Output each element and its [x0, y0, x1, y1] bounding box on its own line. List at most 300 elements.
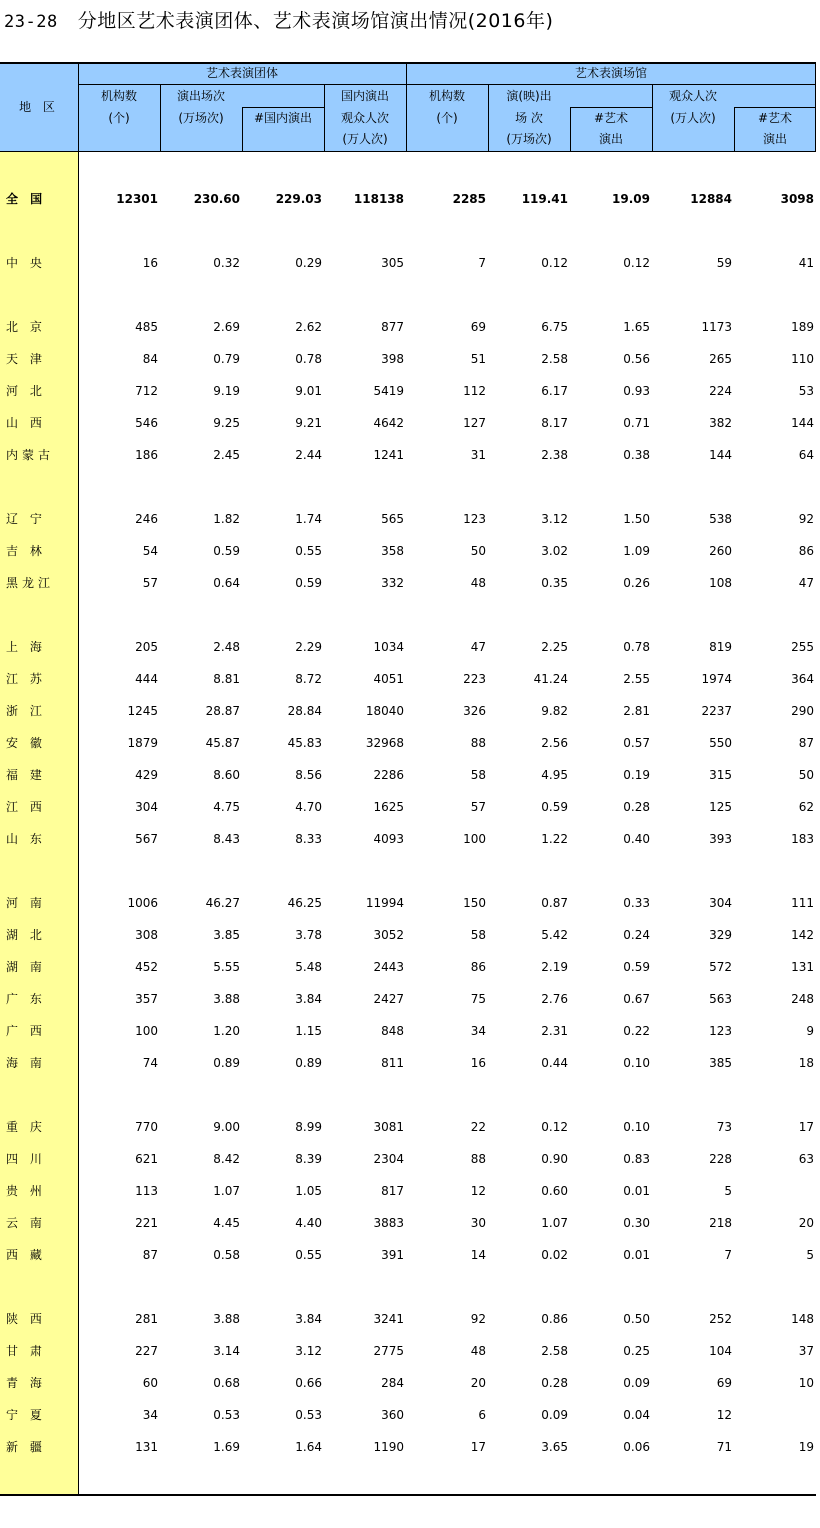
header-domestic-audience: 国内演出	[340, 89, 389, 103]
row-region: 北 京	[6, 320, 46, 334]
row-region: 宁 夏	[6, 1408, 46, 1422]
row-cell: 444	[135, 672, 158, 686]
row-region: 湖 南	[6, 960, 46, 974]
row-cell: 53	[798, 384, 814, 398]
row-cell: 0.10	[623, 1056, 650, 1070]
row-cell: 224	[709, 384, 732, 398]
row-cell: 0.71	[623, 416, 650, 430]
table-row	[0, 317, 820, 337]
row-cell: 304	[709, 896, 732, 910]
row-cell: 0.26	[623, 576, 650, 590]
row-cell: 28.87	[205, 704, 240, 718]
row-cell: 0.78	[623, 640, 650, 654]
row-region: 广 西	[6, 1024, 46, 1038]
table-row	[0, 797, 820, 817]
table-bottom-rule	[0, 1494, 816, 1496]
row-cell: 0.59	[541, 800, 568, 814]
table-row	[0, 765, 820, 785]
row-cell: 73	[716, 1120, 732, 1134]
row-cell: 45.83	[287, 736, 322, 750]
row-cell: 770	[135, 1120, 158, 1134]
row-cell: 37	[798, 1344, 814, 1358]
row-cell: 123	[463, 512, 486, 526]
row-cell: 1.07	[541, 1216, 568, 1230]
row-cell: 360	[381, 1408, 404, 1422]
row-cell: 1.74	[295, 512, 322, 526]
header-region: 地 区	[19, 100, 59, 114]
row-cell: 127	[463, 416, 486, 430]
row-cell: 2.25	[541, 640, 568, 654]
header-venue-art-audience: #艺术	[757, 111, 793, 125]
row-cell: 9.25	[213, 416, 240, 430]
row-cell: 0.86	[541, 1312, 568, 1326]
row-cell: 2.38	[541, 448, 568, 462]
table-row	[0, 733, 820, 753]
table-row	[0, 669, 820, 689]
row-cell: 1.15	[295, 1024, 322, 1038]
row-cell: 550	[709, 736, 732, 750]
row-cell: 485	[135, 320, 158, 334]
row-cell: 57	[142, 576, 158, 590]
header-venue-audience-unit: (万人次)	[670, 111, 716, 125]
table-title-text: 分地区艺术表演团体、艺术表演场馆演出情况(2016年)	[77, 10, 554, 32]
header-venue-shows: 演(映)出	[506, 89, 552, 103]
row-cell: 308	[135, 928, 158, 942]
header-troupe-count: 机构数	[100, 89, 137, 103]
row-cell: 28.84	[287, 704, 322, 718]
row-cell: 364	[791, 672, 814, 686]
row-cell: 12	[716, 1408, 732, 1422]
row-cell: 48	[470, 576, 486, 590]
row-cell: 3.65	[541, 1440, 568, 1454]
row-cell: 144	[791, 416, 814, 430]
row-cell: 4.75	[213, 800, 240, 814]
row-cell: 11994	[365, 896, 404, 910]
row-cell: 123	[709, 1024, 732, 1038]
row-region: 天 津	[6, 352, 46, 366]
row-cell: 2285	[452, 192, 486, 206]
row-cell: 227	[135, 1344, 158, 1358]
row-cell: 9.82	[541, 704, 568, 718]
row-cell: 567	[135, 832, 158, 846]
row-cell: 0.28	[541, 1376, 568, 1390]
row-cell: 41.24	[533, 672, 568, 686]
header-venue-shows-unit: (万场次)	[506, 132, 552, 146]
header-performances-unit: (万场次)	[178, 111, 224, 125]
row-cell: 0.78	[295, 352, 322, 366]
table-row	[0, 1437, 820, 1457]
row-cell: 0.87	[541, 896, 568, 910]
row-cell: 87	[142, 1248, 158, 1262]
table-row	[0, 413, 820, 433]
row-cell: 54	[142, 544, 158, 558]
row-region: 吉 林	[6, 544, 46, 558]
row-cell: 2427	[373, 992, 404, 1006]
row-cell: 563	[709, 992, 732, 1006]
row-cell: 18	[798, 1056, 814, 1070]
header-domestic-audience-l2: 观众人次	[340, 111, 389, 125]
row-cell: 20	[798, 1216, 814, 1230]
row-cell: 0.53	[213, 1408, 240, 1422]
row-cell: 326	[463, 704, 486, 718]
row-cell: 452	[135, 960, 158, 974]
row-cell: 2.81	[623, 704, 650, 718]
row-cell: 6.17	[541, 384, 568, 398]
row-cell: 19.09	[612, 192, 650, 206]
row-cell: 183	[791, 832, 814, 846]
row-cell: 8.39	[295, 1152, 322, 1166]
table-row	[0, 701, 820, 721]
row-region: 山 东	[6, 832, 46, 846]
row-cell: 2.58	[541, 1344, 568, 1358]
row-cell: 110	[791, 352, 814, 366]
row-cell: 7	[724, 1248, 732, 1262]
row-cell: 5.42	[541, 928, 568, 942]
row-region: 河 南	[6, 896, 46, 910]
row-cell: 712	[135, 384, 158, 398]
row-cell: 385	[709, 1056, 732, 1070]
table-row	[0, 829, 820, 849]
row-cell: 2.19	[541, 960, 568, 974]
row-cell: 118138	[353, 192, 404, 206]
table-number: 23-28	[4, 12, 58, 32]
row-cell: 382	[709, 416, 732, 430]
row-cell: 10	[798, 1376, 814, 1390]
row-cell: 5.48	[295, 960, 322, 974]
row-cell: 357	[135, 992, 158, 1006]
row-cell: 60	[142, 1376, 158, 1390]
table-row	[0, 349, 820, 369]
header-venue-art-shows: #艺术	[593, 111, 629, 125]
row-cell: 2443	[373, 960, 404, 974]
row-region: 全 国	[6, 192, 47, 206]
row-cell: 6.75	[541, 320, 568, 334]
row-region: 辽 宁	[6, 512, 46, 526]
row-cell: 100	[135, 1024, 158, 1038]
table-row	[0, 509, 820, 529]
row-cell: 57	[470, 800, 486, 814]
row-cell: 16	[470, 1056, 486, 1070]
row-region: 海 南	[6, 1056, 46, 1070]
row-cell: 189	[791, 320, 814, 334]
table-row	[0, 445, 820, 465]
row-cell: 45.87	[205, 736, 240, 750]
row-cell: 9	[806, 1024, 814, 1038]
row-cell: 2.76	[541, 992, 568, 1006]
row-cell: 50	[470, 544, 486, 558]
row-cell: 0.79	[213, 352, 240, 366]
row-cell: 0.10	[623, 1120, 650, 1134]
row-cell: 100	[463, 832, 486, 846]
row-cell: 0.06	[623, 1440, 650, 1454]
row-cell: 223	[463, 672, 486, 686]
row-region: 浙 江	[6, 704, 46, 718]
row-cell: 8.33	[295, 832, 322, 846]
row-cell: 14	[470, 1248, 486, 1262]
table-row	[0, 1341, 820, 1361]
row-cell: 3.14	[213, 1344, 240, 1358]
row-cell: 4.95	[541, 768, 568, 782]
row-cell: 0.55	[295, 544, 322, 558]
row-cell: 0.09	[623, 1376, 650, 1390]
row-cell: 3052	[373, 928, 404, 942]
row-cell: 1.69	[213, 1440, 240, 1454]
row-cell: 0.59	[213, 544, 240, 558]
row-region: 新 疆	[6, 1440, 46, 1454]
row-cell: 3098	[780, 192, 814, 206]
row-cell: 34	[470, 1024, 486, 1038]
row-cell: 0.58	[213, 1248, 240, 1262]
row-cell: 305	[381, 256, 404, 270]
row-cell: 41	[798, 256, 814, 270]
row-cell: 538	[709, 512, 732, 526]
row-cell: 19	[798, 1440, 814, 1454]
row-cell: 1034	[373, 640, 404, 654]
row-cell: 1.09	[623, 544, 650, 558]
row-cell: 1974	[701, 672, 732, 686]
row-cell: 429	[135, 768, 158, 782]
row-cell: 7	[478, 256, 486, 270]
row-cell: 0.40	[623, 832, 650, 846]
row-cell: 3883	[373, 1216, 404, 1230]
row-cell: 9.00	[213, 1120, 240, 1134]
row-cell: 0.53	[295, 1408, 322, 1422]
row-cell: 113	[135, 1184, 158, 1198]
table-row	[0, 893, 820, 913]
row-cell: 284	[381, 1376, 404, 1390]
table-row	[0, 1021, 820, 1041]
row-cell: 393	[709, 832, 732, 846]
table-row	[0, 381, 820, 401]
row-cell: 8.99	[295, 1120, 322, 1134]
header-domestic-performances: #国内演出	[253, 111, 313, 125]
row-cell: 2.48	[213, 640, 240, 654]
row-cell: 3.88	[213, 992, 240, 1006]
row-cell: 12884	[690, 192, 732, 206]
row-cell: 0.25	[623, 1344, 650, 1358]
row-cell: 47	[798, 576, 814, 590]
row-cell: 142	[791, 928, 814, 942]
row-region: 湖 北	[6, 928, 46, 942]
row-cell: 621	[135, 1152, 158, 1166]
row-cell: 32968	[365, 736, 404, 750]
row-cell: 5.55	[213, 960, 240, 974]
table-row	[0, 1213, 820, 1233]
row-region: 西 藏	[6, 1248, 46, 1262]
row-cell: 252	[709, 1312, 732, 1326]
header-group-venues: 艺术表演场馆	[574, 66, 647, 80]
row-cell: 205	[135, 640, 158, 654]
row-cell: 31	[470, 448, 486, 462]
row-cell: 0.33	[623, 896, 650, 910]
table-row	[0, 1149, 820, 1169]
row-cell: 108	[709, 576, 732, 590]
table-row	[0, 1405, 820, 1425]
row-cell: 8.56	[295, 768, 322, 782]
row-cell: 71	[716, 1440, 732, 1454]
row-cell: 0.64	[213, 576, 240, 590]
row-cell: 1.50	[623, 512, 650, 526]
row-cell: 2237	[701, 704, 732, 718]
row-region: 山 西	[6, 416, 46, 430]
table-row	[0, 1309, 820, 1329]
table-row	[0, 541, 820, 561]
header-venue-count: 机构数	[428, 89, 465, 103]
row-cell: 1.22	[541, 832, 568, 846]
row-cell: 4.40	[295, 1216, 322, 1230]
row-cell: 88	[470, 736, 486, 750]
header-bottom-rule	[0, 151, 816, 152]
row-cell: 1.07	[213, 1184, 240, 1198]
table-row	[0, 1053, 820, 1073]
table-row	[0, 637, 820, 657]
row-cell: 572	[709, 960, 732, 974]
row-cell: 3.84	[295, 1312, 322, 1326]
row-cell: 0.44	[541, 1056, 568, 1070]
row-cell: 0.28	[623, 800, 650, 814]
header-venue-shows-l2: 场 次	[515, 111, 543, 125]
row-cell: 0.09	[541, 1408, 568, 1422]
row-cell: 59	[716, 256, 732, 270]
row-cell: 0.68	[213, 1376, 240, 1390]
row-cell: 17	[470, 1440, 486, 1454]
row-cell: 0.29	[295, 256, 322, 270]
row-cell: 0.60	[541, 1184, 568, 1198]
row-cell: 1245	[127, 704, 158, 718]
row-cell: 125	[709, 800, 732, 814]
row-cell: 398	[381, 352, 404, 366]
row-cell: 63	[798, 1152, 814, 1166]
row-cell: 281	[135, 1312, 158, 1326]
row-cell: 17	[798, 1120, 814, 1134]
row-cell: 74	[142, 1056, 158, 1070]
table-row	[0, 1373, 820, 1393]
row-cell: 48	[470, 1344, 486, 1358]
table-row	[0, 253, 820, 273]
row-cell: 111	[791, 896, 814, 910]
row-cell: 0.66	[295, 1376, 322, 1390]
row-cell: 1.82	[213, 512, 240, 526]
row-cell: 0.67	[623, 992, 650, 1006]
row-cell: 0.90	[541, 1152, 568, 1166]
row-cell: 3.02	[541, 544, 568, 558]
row-cell: 9.01	[295, 384, 322, 398]
row-cell: 69	[470, 320, 486, 334]
row-cell: 546	[135, 416, 158, 430]
row-cell: 5419	[373, 384, 404, 398]
row-cell: 20	[470, 1376, 486, 1390]
row-cell: 255	[791, 640, 814, 654]
row-cell: 1190	[373, 1440, 404, 1454]
row-cell: 46.27	[205, 896, 240, 910]
row-cell: 69	[716, 1376, 732, 1390]
row-cell: 3.85	[213, 928, 240, 942]
table-row	[0, 1245, 820, 1265]
row-cell: 6	[478, 1408, 486, 1422]
row-region: 安 徽	[6, 736, 46, 750]
row-cell: 92	[470, 1312, 486, 1326]
row-cell: 229.03	[275, 192, 322, 206]
row-cell: 230.60	[193, 192, 240, 206]
row-cell: 0.59	[295, 576, 322, 590]
row-cell: 8.43	[213, 832, 240, 846]
row-cell: 304	[135, 800, 158, 814]
header-venue-art-shows-l2: 演出	[598, 132, 623, 146]
row-cell: 248	[791, 992, 814, 1006]
row-cell: 0.02	[541, 1248, 568, 1262]
row-cell: 2.31	[541, 1024, 568, 1038]
row-cell: 3.78	[295, 928, 322, 942]
row-cell: 0.01	[623, 1248, 650, 1262]
row-cell: 0.12	[623, 256, 650, 270]
row-cell: 819	[709, 640, 732, 654]
row-cell: 0.35	[541, 576, 568, 590]
row-cell: 9.21	[295, 416, 322, 430]
row-cell: 8.60	[213, 768, 240, 782]
row-cell: 3241	[373, 1312, 404, 1326]
row-cell: 0.89	[213, 1056, 240, 1070]
row-cell: 0.38	[623, 448, 650, 462]
row-cell: 144	[709, 448, 732, 462]
row-cell: 0.56	[623, 352, 650, 366]
row-cell: 112	[463, 384, 486, 398]
row-cell: 0.01	[623, 1184, 650, 1198]
row-cell: 0.30	[623, 1216, 650, 1230]
row-cell: 1.05	[295, 1184, 322, 1198]
row-cell: 246	[135, 512, 158, 526]
row-region: 四 川	[6, 1152, 46, 1166]
row-cell: 22	[470, 1120, 486, 1134]
row-cell: 4051	[373, 672, 404, 686]
row-cell: 2.69	[213, 320, 240, 334]
row-cell: 2.29	[295, 640, 322, 654]
row-cell: 332	[381, 576, 404, 590]
row-cell: 84	[142, 352, 158, 366]
row-region: 黑龙江	[6, 576, 55, 590]
row-cell: 34	[142, 1408, 158, 1422]
row-cell: 228	[709, 1152, 732, 1166]
row-cell: 3.12	[295, 1344, 322, 1358]
row-region: 江 西	[6, 800, 46, 814]
header-venue-count-unit: (个)	[436, 111, 458, 125]
row-cell: 1006	[127, 896, 158, 910]
row-cell: 3.88	[213, 1312, 240, 1326]
row-cell: 0.59	[623, 960, 650, 974]
row-region: 福 建	[6, 768, 46, 782]
row-cell: 0.57	[623, 736, 650, 750]
row-region: 青 海	[6, 1376, 46, 1390]
row-cell: 0.32	[213, 256, 240, 270]
row-cell: 5	[724, 1184, 732, 1198]
row-cell: 88	[470, 1152, 486, 1166]
row-cell: 811	[381, 1056, 404, 1070]
row-region: 内蒙古	[6, 448, 55, 462]
table-row	[0, 925, 820, 945]
row-cell: 18040	[365, 704, 404, 718]
row-cell: 4.45	[213, 1216, 240, 1230]
row-cell: 2.58	[541, 352, 568, 366]
row-cell: 4.70	[295, 800, 322, 814]
row-cell: 75	[470, 992, 486, 1006]
row-region: 河 北	[6, 384, 46, 398]
row-cell: 58	[470, 928, 486, 942]
row-cell: 51	[470, 352, 486, 366]
row-cell: 0.22	[623, 1024, 650, 1038]
row-cell: 2.45	[213, 448, 240, 462]
row-region: 上 海	[6, 640, 46, 654]
row-cell: 150	[463, 896, 486, 910]
row-cell: 3.84	[295, 992, 322, 1006]
